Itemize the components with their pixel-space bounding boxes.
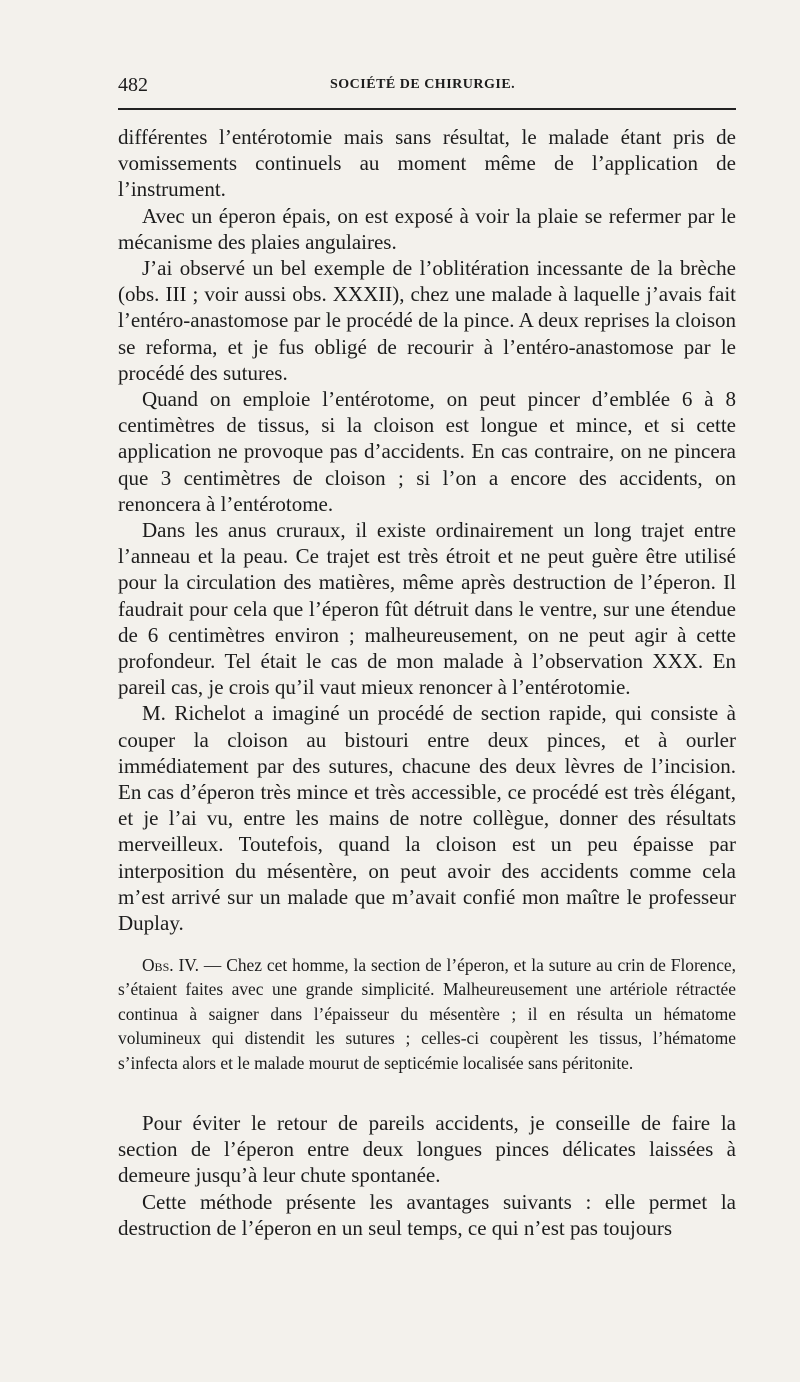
running-title: SOCIÉTÉ DE CHIRURGIE. <box>330 77 516 92</box>
paragraph: M. Richelot a imaginé un procédé de section rapide, qui consiste à couper la cloison au bistouri entre deux pinces, et à ourler immédiatement par des sutures, chacune des deux lèvres de l’incision. En cas d’éperon très mince et très accessible, ce procédé est très élégant, et je l’ai vu, entre les mains de notre collègue, donner des résultats merveilleux. Toutefois, quand la cloison est un peu épaisse par interposition du mésentère, on peut avoir des accidents comme cela m’est arrivé sur un malade que m’avait confié mon maître le professeur Duplay. <box>118 701 736 936</box>
observation-paragraph <box>118 953 736 1075</box>
paragraph: Cette méthode présente les avantages suivants : elle permet la destruction de l’éperon en un seul temps, ce qui n’est pas toujours <box>118 1189 736 1240</box>
main-text <box>118 124 736 936</box>
page-number: 482 <box>118 74 148 96</box>
paragraph: J’ai observé un bel exemple de l’oblitération incessante de la brèche (obs. III ; voir aussi obs. XXXII), chez une malade à laquelle j’avais fait l’entéro-anastomose par le procédé de la pince. A deux reprises la cloison se reforma, et je fus obligé de recourir à l’entéro-anastomose par le procédé des sutures. <box>118 256 736 385</box>
observation-block <box>118 953 736 1075</box>
paragraph: Avec un éperon épais, on est exposé à voir la plaie se refermer par le mécanisme des plaies angulaires. <box>118 203 736 254</box>
paragraph: Dans les anus cruraux, il existe ordinairement un long trajet entre l’anneau et la peau. Ce trajet est très étroit et ne peut guère être utilisé pour la circulation des matières, même après destruction de l’éperon. Il faudrait pour cela que l’éperon fût détruit dans le ventre, sur une étendue de 6 centimètres environ ; malheureusement, on ne peut agir à cette profondeur. Tel était le cas de mon malade à l’observation XXX. En pareil cas, je crois qu’il vaut mieux renoncer à l’entérotomie. <box>118 518 736 700</box>
paragraph: Pour éviter le retour de pareils accidents, je conseille de faire la section de l’éperon entre deux longues pinces délicates laissées à demeure jusqu’à leur chute spontanée. <box>118 1111 736 1188</box>
paragraph: différentes l’entérotomie mais sans résultat, le malade étant pris de vomissements continuels au moment même de l’application de l’instrument. <box>118 125 736 202</box>
paragraph: Quand on emploie l’entérotome, on peut pincer d’emblée 6 à 8 centimètres de tissus, si la cloison est longue et mince, et si cette application ne provoque pas d’accidents. En cas contraire, on ne pincera que 3 centimètres de cloison ; si l’on a encore des accidents, on renoncera à l’entérotome. <box>118 387 736 516</box>
page-header <box>118 74 736 100</box>
observation-text: — Chez cet homme, la section de l’éperon, et la suture au crin de Florence, s’étaient faites avec une grande simplicité. Malheureusement une artériole rétractée continua à saigner dans l’épaisseur du mésentère ; il en résulta un hématome volumineux qui distendit les sutures ; celles-ci coupèrent les tissus, l’hématome s’infecta alors et le malade mourut de septicémie localisée sans péritonite. <box>118 955 736 1073</box>
main-text-continued <box>118 1110 736 1241</box>
header-rule <box>118 108 736 110</box>
observation-label: Obs. IV. <box>142 955 199 975</box>
